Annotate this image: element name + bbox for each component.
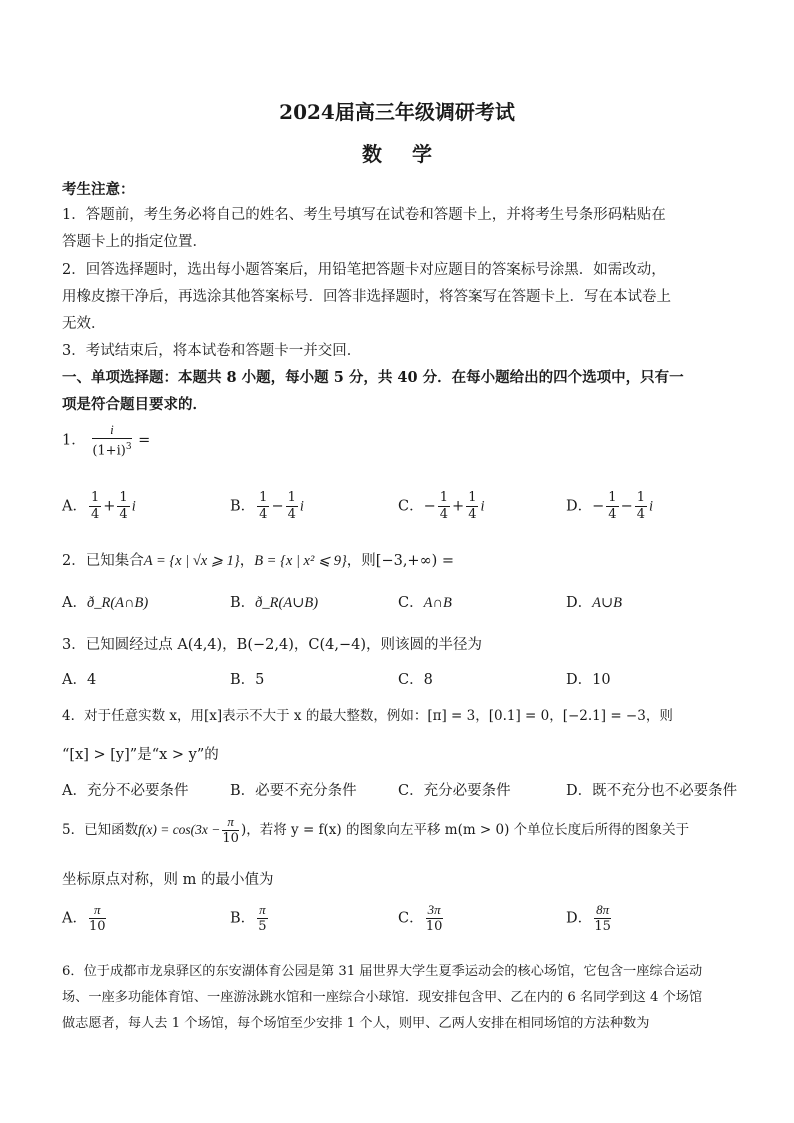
question-6: 6．位于成都市龙泉驿区的东安湖体育公园是第 31 届世界大学生夏季运动会的核心场馆，它包含一座综合运动: [62, 964, 703, 979]
question-5: 5．已知函数f(x) = cos(3x − $\frac{\pi}{10}$ )，若将 y = f(x) 的图象向左平移 m(m > 0) 个单位长度后所得的图象关于: [62, 814, 690, 846]
subject-title: 数学: [362, 142, 462, 166]
question-4: 4．对于任意实数 x，用[x]表示不大于 x 的最大整数，例如：[π] = 3，[0.1] = 0，[−2.1] = −3，则: [62, 708, 673, 724]
q1-option-b: B． $\frac{1}{4}$ − $\frac{1}{4}$ i: [230, 490, 304, 522]
q5-option-d: D． $\frac{8\pi}{15}$: [566, 902, 611, 934]
q2-option-b: B．ð_R(A∪B): [230, 595, 319, 611]
notice-heading: 考生注意：: [62, 181, 135, 198]
notice-line: 3．考试结束后，将本试卷和答题卡一并交回．: [62, 343, 362, 359]
q2-option-a: A．ð_R(A∩B): [62, 595, 149, 611]
notice-line: 用橡皮擦干净后，再选涂其他答案标号．回答非选择题时，将答案写在答题卡上．写在本试卷上: [62, 289, 671, 305]
q4-option-d: D．既不充分也不必要条件: [566, 783, 738, 799]
q3-option-a: A．4: [62, 672, 97, 688]
question-6-cont: 做志愿者，每人去 1 个场馆，每个场馆至少安排 1 个人，则甲、乙两人安排在相同场馆的方法种数为: [62, 1016, 650, 1031]
q3-option-b: B．5: [230, 672, 265, 688]
section-heading-cont: 项是符合题目要求的．: [62, 396, 207, 413]
exam-title: 2024届高三年级调研考试: [279, 100, 515, 124]
q3-option-d: D．10: [566, 672, 611, 688]
q2-option-c: C．A∩B: [398, 595, 452, 611]
q3-option-c: C．8: [398, 672, 433, 688]
q5-option-c: C． $\frac{3\pi}{10}$: [398, 902, 443, 934]
question-5-cont: 坐标原点对称，则 m 的最小值为: [62, 872, 274, 888]
section-heading: 一、单项选择题：本题共 8 小题，每小题 5 分，共 40 分．在每小题给出的四个选项中，只有一: [62, 369, 684, 386]
notice-line: 答题卡上的指定位置．: [62, 234, 207, 250]
set-a: A = {x | √x ⩾ 1}: [143, 553, 240, 569]
notice-line: 2．回答选择题时，选出每小题答案后，用铅笔把答题卡对应题目的答案标号涂黑．如需改动，: [62, 262, 666, 278]
q5-option-b: B． $\frac{\pi}{5}$: [230, 902, 267, 934]
q1-denominator: $(1+i)^3$: [92, 442, 132, 459]
q1-numerator: i: [92, 422, 131, 439]
q4-option-b: B．必要不充分条件: [230, 783, 357, 799]
q4-option-c: C．充分必要条件: [398, 783, 511, 799]
question-3: 3．已知圆经过点 A(4,4)，B(−2,4)，C(4,−4)，则该圆的半径为: [62, 637, 482, 653]
q1-option-a: A． $\frac{1}{4}$ + $\frac{1}{4}$ i: [62, 490, 136, 522]
q5-option-a: A． $\frac{\pi}{10}$: [62, 902, 106, 934]
q1-option-c: C．− $\frac{1}{4}$ + $\frac{1}{4}$ i: [398, 490, 485, 522]
question-1: [62, 422, 150, 459]
question-6-cont: 场、一座多功能体育馆、一座游泳跳水馆和一座综合小球馆．现安排包含甲、乙在内的 6 名同学到这 4 个场馆: [62, 990, 703, 1005]
set-b: B = {x | x² ⩽ 9}: [254, 553, 347, 569]
q1-fraction: [92, 422, 131, 459]
notice-line: 无效．: [62, 316, 106, 332]
question-4-cont: “[x] > [y]”是“x > y”的: [62, 747, 219, 763]
q2-option-d: D．A∪B: [566, 595, 623, 611]
q4-option-a: A．充分不必要条件: [62, 783, 189, 799]
notice-line: 1．答题前，考生务必将自己的姓名、考生号填写在试卷和答题卡上，并将考生号条形码粘贴在: [62, 207, 666, 223]
q1-number: 1．: [62, 432, 86, 449]
question-2: 2．已知集合A = {x | √x ⩾ 1}，B = {x | x² ⩽ 9}，则[−3,+∞) =: [62, 553, 455, 569]
q1-equals: =: [138, 432, 151, 449]
q1-option-d: D．− $\frac{1}{4}$ − $\frac{1}{4}$ i: [566, 490, 654, 522]
